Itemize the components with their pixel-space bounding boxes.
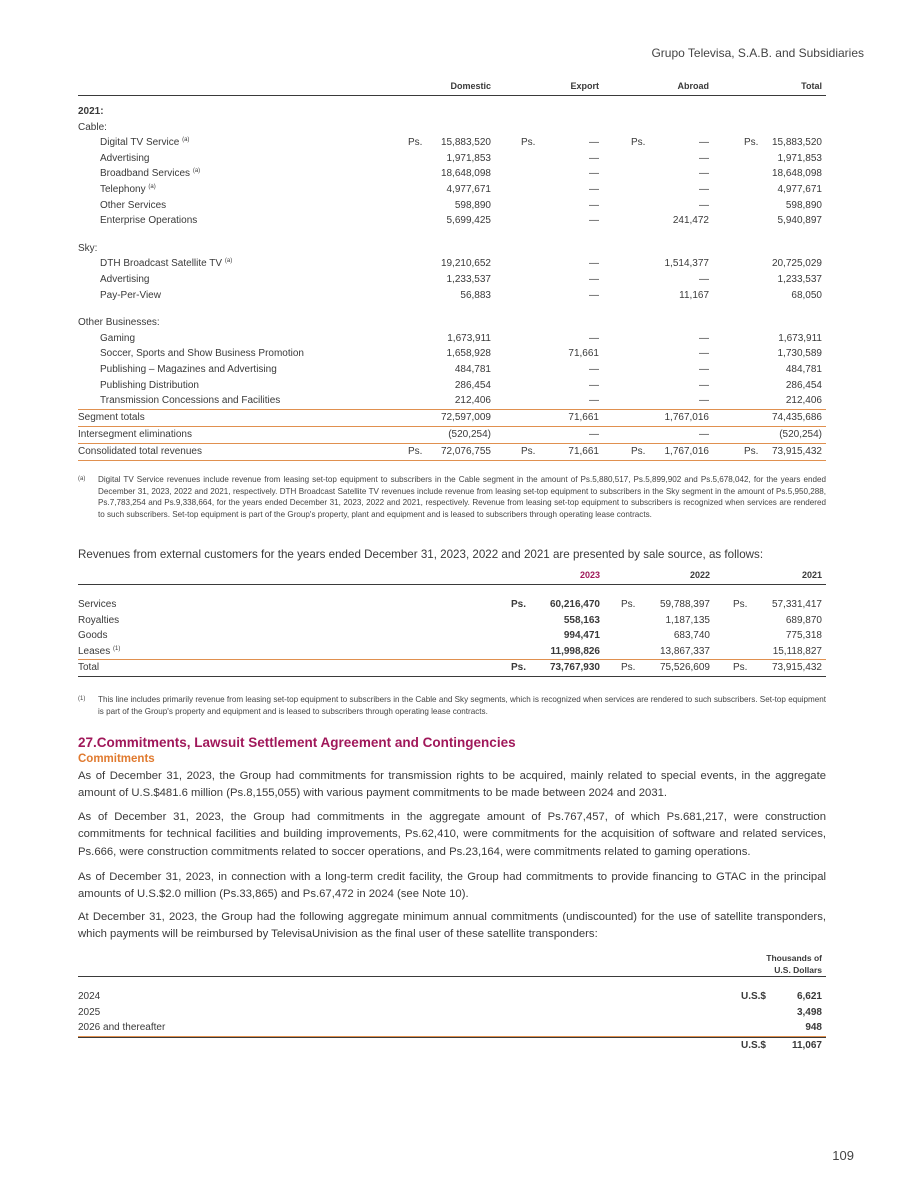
row-label: 2024 (78, 991, 101, 1002)
table-row (78, 597, 826, 613)
table-row (78, 346, 826, 362)
table-row (78, 331, 826, 347)
cell-value: 6,621 (796, 991, 822, 1002)
table-row (78, 378, 826, 394)
cell-cur: Ps. (511, 662, 527, 674)
other-rows (78, 331, 826, 410)
cell-a: 1,767,016 (664, 411, 709, 423)
table-header-row (78, 79, 826, 96)
cell-value: 948 (805, 1022, 822, 1033)
table-row (78, 166, 826, 182)
cell-t: (520,254) (779, 428, 822, 440)
cell-e: — (589, 168, 599, 180)
group-other: Other Businesses: (78, 317, 160, 329)
cell-e: — (589, 363, 599, 375)
year-label: 2021: (78, 106, 104, 117)
cell-y1: 558,163 (563, 614, 600, 626)
row-label: Goods (78, 630, 108, 642)
cell-value: 3,498 (796, 1006, 822, 1018)
cell-a: — (699, 348, 709, 360)
cell-total: 11,067 (791, 1039, 822, 1051)
table-row (78, 198, 826, 214)
cell-d: 1,658,928 (446, 348, 491, 360)
cell-e: 71,661 (568, 445, 599, 457)
table-row (78, 135, 826, 151)
footnote-ref: (a) (148, 183, 156, 190)
table-row (78, 362, 826, 378)
cell-a: — (699, 428, 709, 440)
col-2022: 2022 (689, 570, 710, 580)
cell-cur: Ps. (631, 137, 646, 149)
table-row-consolidated (78, 444, 826, 461)
footnote-mark: (a) (78, 476, 86, 482)
footnote-1 (78, 694, 826, 717)
cell-t: 1,673,911 (778, 332, 822, 344)
cell-e: — (589, 395, 599, 407)
satellite-commitments-table (78, 952, 826, 1054)
cell-a: — (699, 363, 709, 375)
cell-e: — (589, 428, 599, 440)
cell-t: 1,730,589 (777, 348, 822, 360)
footnote-ref: (a) (192, 168, 201, 175)
cell-a: — (699, 183, 709, 195)
cell-y3: 73,915,432 (771, 662, 822, 674)
cell-y1: 73,767,930 (549, 662, 600, 674)
table-row (78, 1005, 826, 1021)
paragraph-3: As of December 31, 2023, in connection with a long-term credit facility, the Group had commitments to provide financing to GTAC in the principal amounts of U.S.$2.0 million (Ps.33,865) and Ps.67,472 in 2024 (see Note 10). (78, 871, 826, 901)
col-2023: 2023 (579, 570, 600, 580)
cell-a: — (699, 137, 709, 149)
cell-a: 11,167 (679, 289, 709, 301)
table-row-total (78, 660, 826, 677)
row-label: Advertising (100, 152, 150, 164)
revenue-source-table (78, 568, 826, 677)
col-abroad: Abroad (677, 81, 709, 91)
col-export: Export (570, 81, 599, 91)
cell-cur: Ps. (744, 445, 759, 457)
cell-t: 68,050 (791, 289, 822, 301)
cell-d: 56,883 (460, 289, 491, 301)
col-total: Total (801, 81, 822, 91)
cell-d: (520,254) (448, 428, 491, 440)
row-label: Broadband Services $^{(a)}$ (100, 168, 201, 180)
row-label: Enterprise Operations (100, 215, 198, 227)
satellite-rows (78, 989, 826, 1037)
cell-d: 484,781 (454, 363, 491, 375)
cell-t: 5,940,897 (777, 215, 822, 227)
subsection-title: Commitments (78, 753, 155, 765)
group-cable: Cable: (78, 121, 107, 133)
table-row (78, 613, 826, 629)
segment-revenue-table (78, 79, 826, 461)
cell-cur: Ps. (621, 662, 636, 674)
cell-a: — (699, 273, 709, 285)
row-label: Consolidated total revenues (78, 445, 202, 457)
table-row (78, 151, 826, 167)
row-label: Publishing Distribution (100, 379, 199, 391)
cell-t: 286,454 (785, 379, 822, 391)
cell-cur: U.S.$ (740, 991, 766, 1002)
cell-a: 1,514,377 (664, 258, 709, 270)
cell-y3: 57,331,417 (771, 599, 822, 610)
row-label: Publishing – Magazines and Advertising (100, 363, 277, 375)
cell-e: — (589, 152, 599, 164)
cell-a: 241,472 (672, 215, 709, 227)
cell-d: 4,977,671 (446, 183, 491, 195)
cell-d: 598,890 (454, 199, 491, 211)
footnote-ref: (a) (224, 258, 233, 265)
cell-y1: 60,216,470 (549, 599, 600, 610)
footnote-text: Digital TV Service revenues include revenue from leasing set-top equipment to subscribers in the Cable segment in the amount of Ps.5,880,517, Ps.5,899,902 and Ps.5,678,042, for the years ended December 31, 2023, 2022 and 2021, respectively. DTH Broadcast Satellite TV revenues include revenue from leasing set-top equipment to subscribers in the Sky segment in the amount of Ps.5,950,288, Ps.7,783,254 and Ps.9,338,664, for the years ended December 31, 2023, 2022 and 2021, respectively. Revenue from leasing set-top equipment to subscribers is recognized when services are rendered to such subscribers. Set-top equipment is part of the Group's property, plant and equipment and is leased to subscribers through operating lease contracts. (98, 475, 826, 519)
cell-cur: Ps. (733, 662, 748, 674)
cell-y2: 1,187,135 (665, 614, 710, 626)
footnote-a (78, 474, 826, 520)
col-header-line2: U.S. Dollars (774, 965, 822, 975)
row-label: Services (78, 599, 117, 610)
row-label: Transmission Concessions and Facilities (100, 395, 281, 407)
cell-d: 1,971,853 (446, 152, 491, 164)
cell-d: 212,406 (454, 395, 491, 407)
table-row (78, 628, 826, 644)
row-label: Intersegment eliminations (78, 428, 192, 440)
table-header-row (78, 568, 826, 585)
cell-t: 18,648,098 (771, 168, 822, 180)
segment-summary-rows (78, 410, 826, 461)
cell-y2: 13,867,337 (659, 645, 710, 657)
cell-t: 1,233,537 (777, 273, 822, 285)
page-header: Grupo Televisa, S.A.B. and Subsidiaries (651, 46, 864, 60)
row-label: Pay-Per-View (100, 289, 161, 301)
table-row-intersegment (78, 427, 826, 444)
cell-y3: 689,870 (785, 614, 822, 626)
cell-cur: Ps. (631, 445, 646, 457)
col-header-line1: Thousands of (766, 953, 822, 963)
cell-cur: Ps. (511, 599, 527, 610)
cable-rows (78, 135, 826, 229)
cell-e: — (589, 183, 599, 195)
cell-y1: 11,998,826 (550, 645, 600, 657)
row-label: Segment totals (78, 411, 145, 423)
cell-d: 72,597,009 (440, 411, 491, 423)
cell-e: — (589, 332, 599, 344)
cell-t: 15,883,520 (771, 137, 822, 149)
cell-t: 73,915,432 (771, 445, 822, 457)
cell-e: — (589, 137, 599, 149)
cell-cur: Ps. (621, 599, 636, 610)
cell-e: 71,661 (568, 348, 599, 360)
cell-y2: 683,740 (673, 630, 710, 642)
cell-e: — (589, 379, 599, 391)
cell-e: — (589, 273, 599, 285)
cell-y1: 994,471 (563, 630, 600, 642)
table-row-segment-totals (78, 410, 826, 427)
cell-t: 4,977,671 (777, 183, 822, 195)
footnote-ref: (1) (113, 645, 121, 652)
table-header-row (78, 952, 826, 977)
row-label: Advertising (100, 273, 150, 285)
footnote-mark: (1) (78, 696, 86, 702)
row-label: 2026 and thereafter (78, 1022, 166, 1033)
paragraph-2: As of December 31, 2023, the Group had commitments in the aggregate amount of Ps.767,457, of which Ps.681,217, were construction commitments for technical facilities and building improvements, Ps.62,410, were commitments for the acquisition of software and related services, Ps.666, were construction commitments related to soccer operations, and Ps.23,164, were commitments related to gaming operations. (78, 811, 826, 858)
cell-d: 18,648,098 (440, 168, 491, 180)
cell-cur: Ps. (521, 137, 536, 149)
cell-e: — (589, 215, 599, 227)
table-row (78, 288, 826, 304)
cell-e: — (589, 289, 599, 301)
cell-a: — (699, 199, 709, 211)
cell-cur: Ps. (408, 445, 423, 457)
revenue-intro: Revenues from external customers for the years ended December 31, 2023, 2022 and 2021 are presented by sale source, as follows: (78, 548, 764, 561)
cell-d: 72,076,755 (440, 445, 491, 457)
cell-d: 5,699,425 (446, 215, 491, 227)
cell-d: 1,673,911 (447, 332, 491, 344)
row-label: Royalties (78, 614, 120, 626)
cell-d: 15,883,520 (440, 137, 491, 149)
cell-e: 71,661 (568, 411, 599, 423)
cell-a: — (699, 395, 709, 407)
cell-y2: 75,526,609 (659, 662, 710, 674)
col-2021: 2021 (801, 570, 822, 580)
row-label: 2025 (78, 1006, 101, 1018)
cell-cur: U.S.$ (740, 1039, 766, 1051)
table-row (78, 644, 826, 661)
group-sky: Sky: (78, 242, 98, 254)
cell-y2: 59,788,397 (659, 599, 710, 610)
cell-e: — (589, 258, 599, 270)
sky-rows (78, 256, 826, 303)
cell-y3: 775,318 (785, 630, 822, 642)
cell-y3: 15,118,827 (772, 645, 822, 657)
cell-a: 1,767,016 (664, 445, 709, 457)
cell-a: — (699, 379, 709, 391)
row-label: Other Services (100, 199, 167, 211)
table-row (78, 989, 826, 1005)
page-number: 109 (832, 1148, 854, 1163)
cell-t: 1,971,853 (777, 152, 822, 164)
cell-a: — (699, 152, 709, 164)
row-label: Digital TV Service $^{(a)}$ (100, 137, 190, 149)
cell-a: — (699, 168, 709, 180)
section-title: 27.Commitments, Lawsuit Settlement Agreement and Contingencies (78, 735, 516, 750)
col-domestic: Domestic (450, 81, 491, 91)
table-row (78, 256, 826, 272)
cell-cur: Ps. (521, 445, 536, 457)
cell-t: 212,406 (785, 395, 822, 407)
row-label: Leases $^{(1)}$ (78, 645, 121, 657)
row-label: Total (78, 662, 100, 674)
table-row (78, 182, 826, 198)
table-row (78, 393, 826, 410)
cell-cur: Ps. (744, 137, 759, 149)
revenue-rows (78, 597, 826, 677)
table-row (78, 1020, 826, 1037)
row-label: Soccer, Sports and Show Business Promotion (100, 348, 304, 360)
footnote-ref: (a) (182, 137, 190, 144)
table-row-total (78, 1037, 826, 1054)
footnote-text: This line includes primarily revenue from leasing set-top equipment to subscribers in the Cable and Sky segments, which is recognized when services are rendered to such subscribers. Set-top equipment is part of the Group's property and equipment and is leased to subscribers through operating lease contracts. (98, 695, 826, 716)
cell-cur: Ps. (408, 137, 423, 149)
cell-d: 286,454 (454, 379, 491, 391)
cell-t: 74,435,686 (771, 411, 822, 423)
cell-a: — (699, 332, 709, 344)
table-row (78, 213, 826, 229)
cell-t: 20,725,029 (771, 258, 822, 270)
paragraph-1: As of December 31, 2023, the Group had commitments for transmission rights to be acquired, mainly related to special events, in the aggregate amount of U.S.$481.6 million (Ps.8,155,055) with various payment commitments to be made between 2024 and 2031. (78, 770, 826, 800)
row-label: DTH Broadcast Satellite TV $^{(a)}$ (100, 258, 233, 270)
cell-cur: Ps. (733, 599, 748, 610)
cell-t: 598,890 (785, 199, 822, 211)
cell-e: — (589, 199, 599, 211)
row-label: Gaming (100, 332, 136, 344)
cell-d: 19,210,652 (440, 258, 491, 270)
paragraph-4: At December 31, 2023, the Group had the following aggregate minimum annual commitments (undiscounted) for the use of satellite transponders, which payments will be reimbursed by TelevisaUnivision as the final user of these satellite transponders: (78, 911, 826, 941)
table-row (78, 272, 826, 288)
cell-t: 484,781 (785, 363, 822, 375)
cell-d: 1,233,537 (446, 273, 491, 285)
row-label: Telephony $^{(a)}$ (100, 183, 156, 195)
